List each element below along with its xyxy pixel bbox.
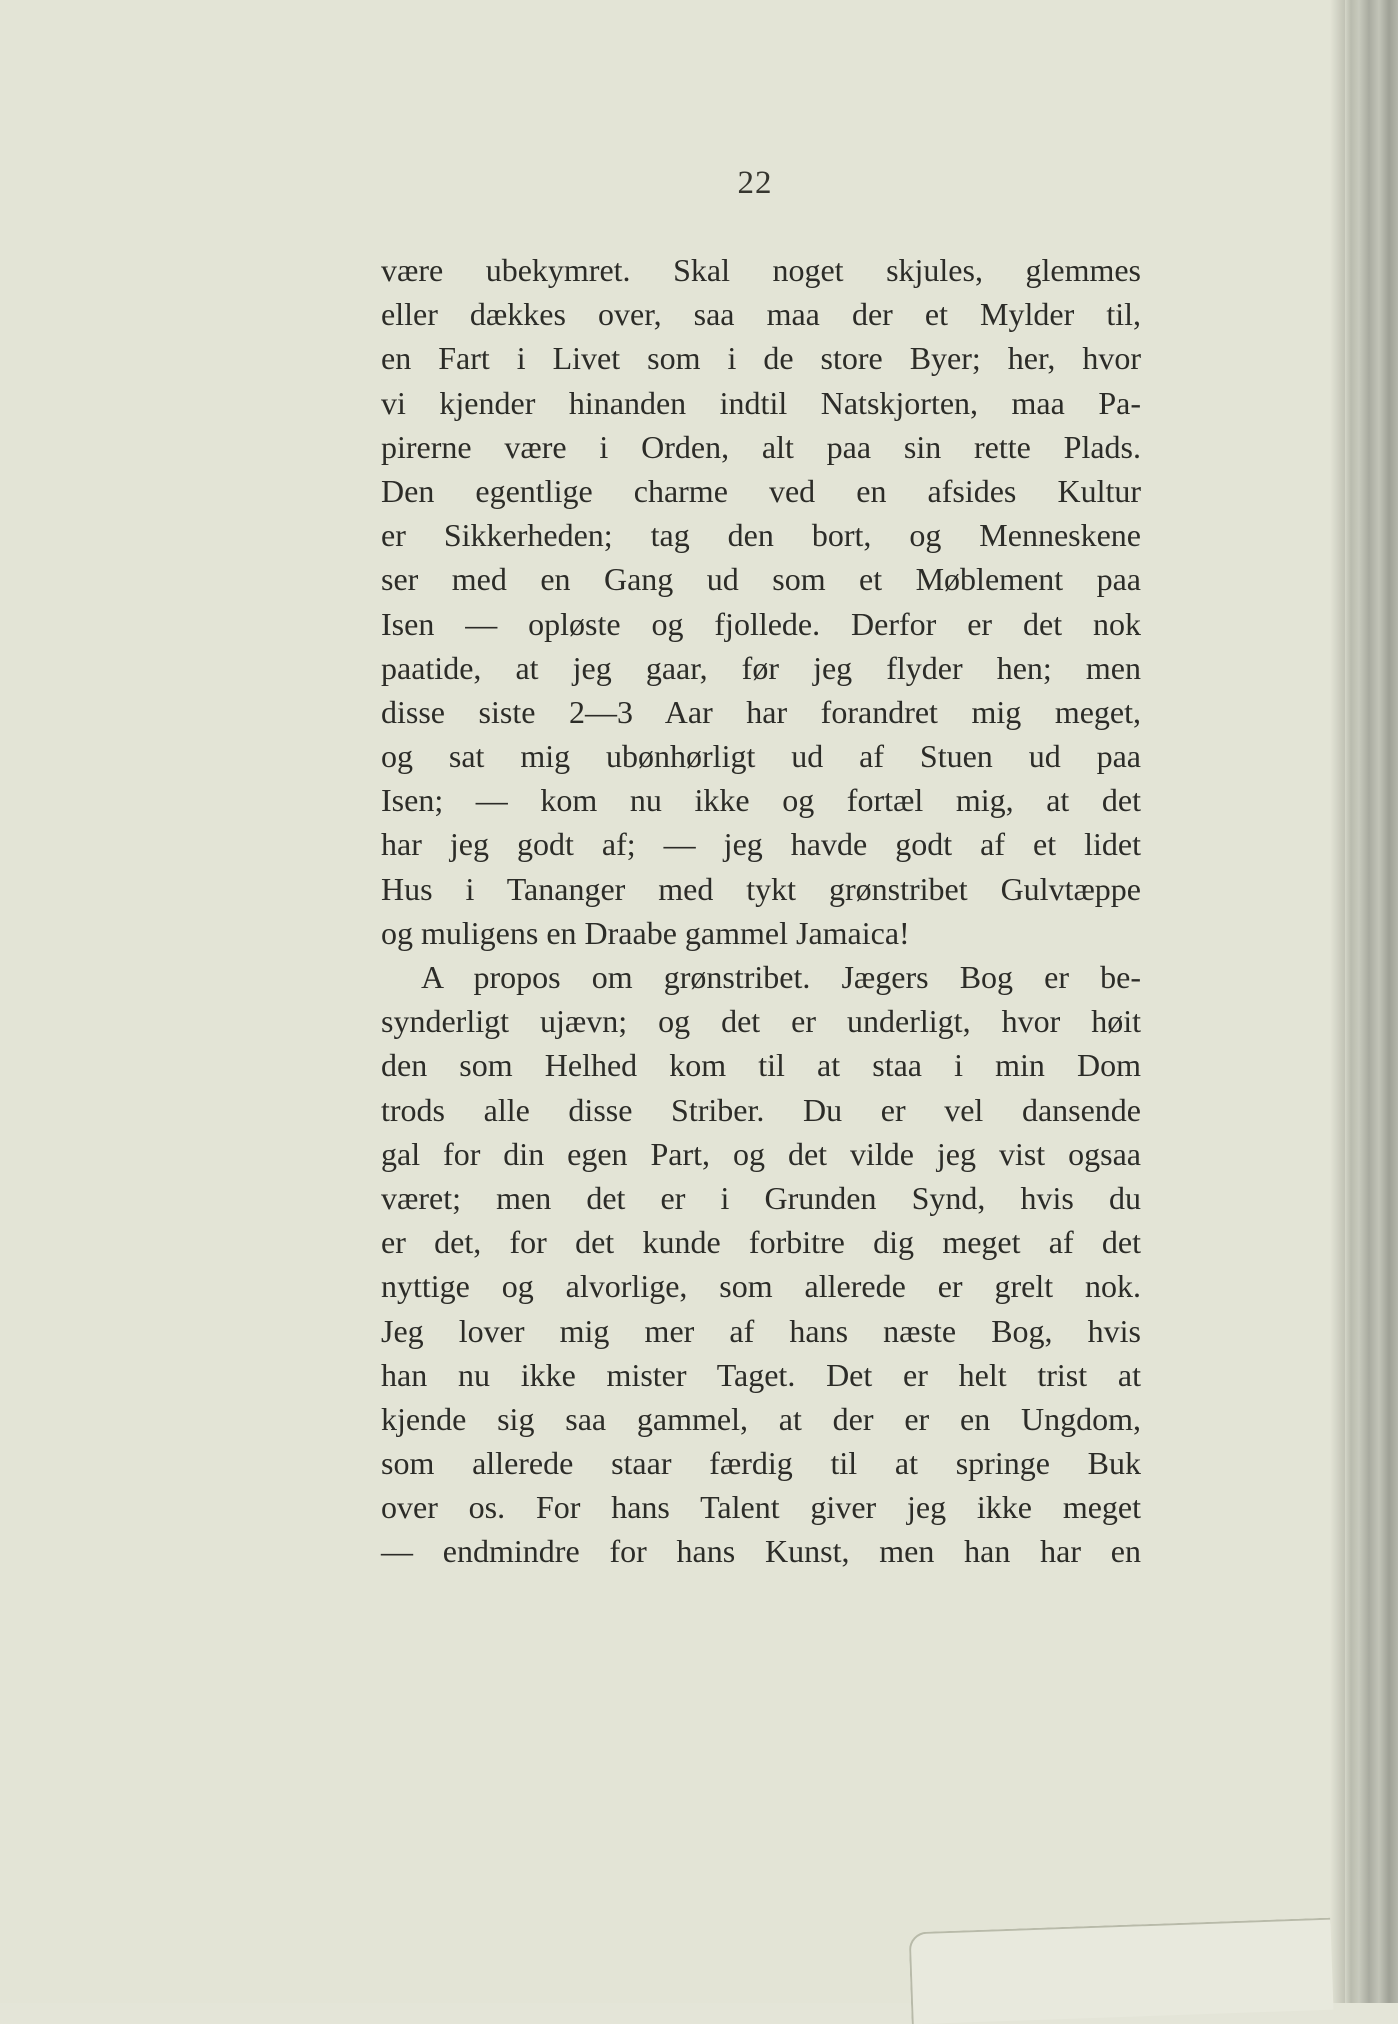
text-line: ser med en Gang ud som et Møblement paa [381, 561, 1141, 598]
text-line: Jeg lover mig mer af hans næste Bog, hvis [381, 1312, 1141, 1349]
page-edge-strip [1345, 0, 1398, 2003]
text-line: Isen — opløste og fjollede. Derfor er det nok [381, 605, 1141, 642]
text-line: været; men det er i Grunden Synd, hvis du [381, 1179, 1141, 1216]
text-line: over os. For hans Talent giver jeg ikke meget [381, 1489, 1141, 1526]
text-line: en Fart i Livet som i de store Byer; her, hvor [381, 340, 1141, 377]
text-line: Isen; — kom nu ikke og fortæl mig, at det [381, 782, 1141, 819]
page-corner-mark [909, 1918, 1334, 2024]
text-line: pirerne være i Orden, alt paa sin rette Plads. [381, 428, 1141, 465]
text-line: trods alle disse Striber. Du er vel dansende [381, 1091, 1141, 1128]
text-line: kjende sig saa gammel, at der er en Ungdom, [381, 1400, 1141, 1437]
paragraph-start-line: A propos om grønstribet. Jægers Bog er be- [421, 959, 1141, 995]
text-line: vi kjender hinanden indtil Natskjorten, maa Pa- [381, 384, 1141, 421]
text-line: gal for din egen Part, og det vilde jeg vist ogsaa [381, 1135, 1141, 1172]
text-line: paatide, at jeg gaar, før jeg flyder hen; men [381, 649, 1141, 686]
text-line: og sat mig ubønhørligt ud af Stuen ud paa [381, 738, 1141, 775]
text-line: være ubekymret. Skal noget skjules, glemmes [381, 252, 1141, 288]
body-text [381, 248, 1141, 1574]
text-line: disse siste 2—3 Aar har forandret mig meget, [381, 693, 1141, 730]
text-line: nyttige og alvorlige, som allerede er grelt nok. [381, 1268, 1141, 1305]
text-line: eller dækkes over, saa maa der et Mylder til, [381, 296, 1141, 333]
paragraph-end-line: og muligens en Draabe gammel Jamaica! [381, 914, 910, 951]
text-line: han nu ikke mister Taget. Det er helt trist at [381, 1356, 1141, 1393]
text-line: er Sikkerheden; tag den bort, og Menneskene [381, 517, 1141, 554]
text-line: er det, for det kunde forbitre dig meget af det [381, 1224, 1141, 1261]
text-line: den som Helhed kom til at staa i min Dom [381, 1047, 1141, 1084]
page-gutter-shadow [1330, 0, 1345, 2003]
text-line: Den egentlige charme ved en afsides Kultur [381, 472, 1141, 509]
text-line: synderligt ujævn; og det er underligt, hvor høit [381, 1003, 1141, 1040]
text-line: har jeg godt af; — jeg havde godt af et lidet [381, 826, 1141, 863]
text-line: — endmindre for hans Kunst, men han har en [381, 1533, 1141, 1570]
text-line: Hus i Tananger med tykt grønstribet Gulvtæppe [381, 870, 1141, 907]
page-number: 22 [737, 165, 773, 201]
text-line: som allerede staar færdig til at springe Buk [381, 1445, 1141, 1482]
